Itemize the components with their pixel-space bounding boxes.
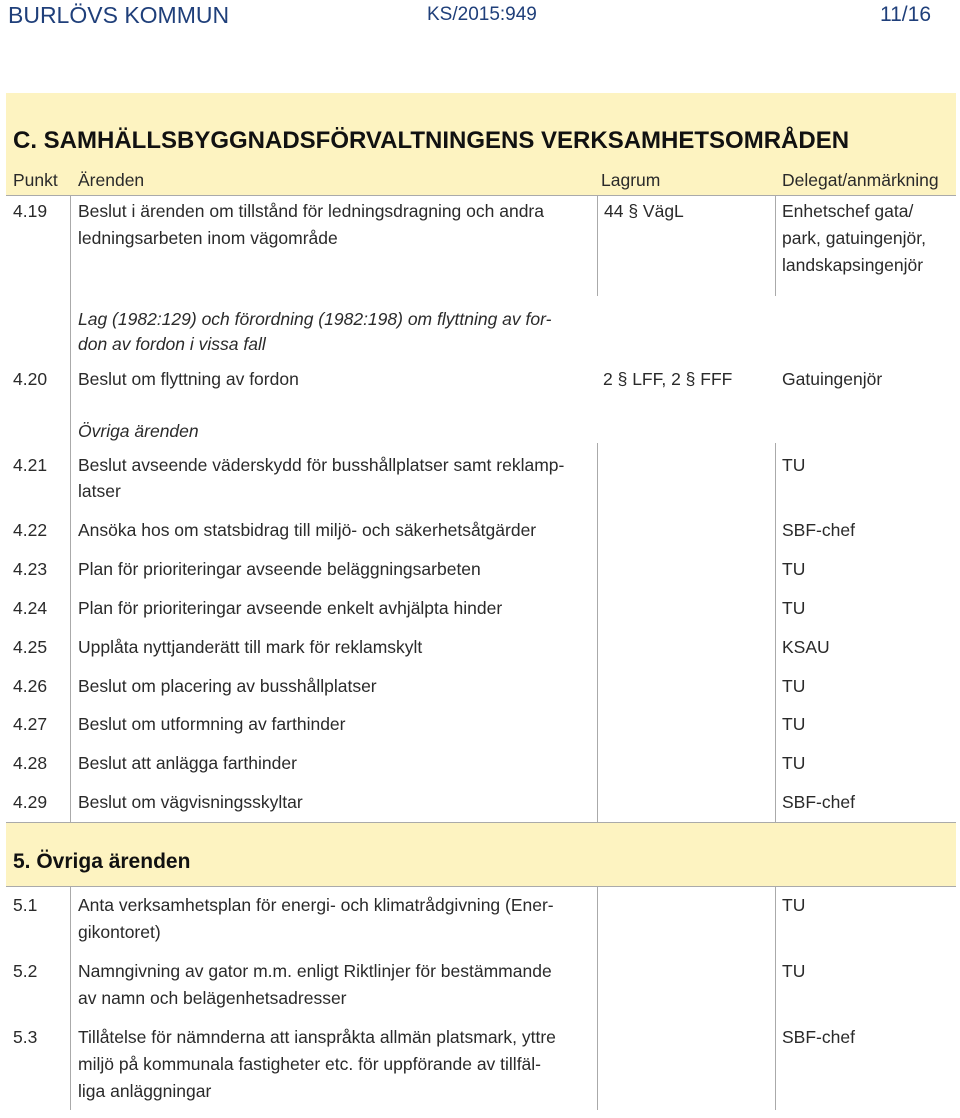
row-number: 4.27	[13, 714, 48, 734]
page-number: 11/16	[880, 3, 931, 26]
col-punkt: Punkt	[13, 170, 58, 190]
table-divider	[70, 195, 71, 822]
row-text: Beslut avseende väderskydd för busshållplatser samt reklamp-	[78, 455, 565, 475]
row-number: 4.26	[13, 676, 48, 696]
row-text: Beslut om flyttning av fordon	[78, 369, 299, 389]
row-number: 4.23	[13, 559, 48, 579]
row-lagrum: 44 § VägL	[604, 201, 684, 221]
table-divider	[6, 886, 956, 887]
row-delegat: KSAU	[782, 637, 830, 657]
row-number: 4.19	[13, 201, 48, 221]
row-delegat: park, gatuingenjör,	[782, 228, 926, 248]
table-divider	[775, 886, 776, 1110]
row-text: miljö på kommunala fastigheter etc. för uppförande av tillfäl-	[78, 1054, 542, 1074]
section-title: C. SAMHÄLLSBYGGNADSFÖRVALTNINGENS VERKSAMHETSOMRÅDEN	[13, 127, 850, 154]
row-number: 4.20	[13, 369, 48, 389]
row-text: Anta verksamhetsplan för energi- och klimatrådgivning (Ener-	[78, 895, 554, 915]
row-delegat: TU	[782, 961, 806, 981]
row-delegat: SBF-chef	[782, 520, 855, 540]
table-divider	[6, 195, 956, 196]
row-text: Plan för prioriteringar avseende enkelt avhjälpta hinder	[78, 598, 503, 618]
row-subheading: Övriga ärenden	[78, 421, 199, 441]
row-text: Ansöka hos om statsbidrag till miljö- och säkerhetsåtgärder	[78, 520, 537, 540]
row-delegat: TU	[782, 559, 806, 579]
row-text: Beslut om vägvisningsskyltar	[78, 792, 303, 812]
row-text: Tillåtelse för nämnderna att ianspråkta allmän platsmark, yttre	[78, 1027, 556, 1047]
row-delegat: Enhetschef gata/	[782, 201, 914, 221]
table-divider	[597, 195, 598, 296]
row-delegat: TU	[782, 455, 806, 475]
row-delegat: TU	[782, 895, 806, 915]
row-number: 4.25	[13, 637, 48, 657]
row-delegat: Gatuingenjör	[782, 369, 883, 389]
row-number: 4.22	[13, 520, 48, 540]
row-text: gikontoret)	[78, 922, 161, 942]
row-text: Beslut om utformning av farthinder	[78, 714, 346, 734]
row-number: 4.24	[13, 598, 48, 618]
row-subheading: don av fordon i vissa fall	[78, 334, 266, 354]
row-text: Beslut om placering av busshållplatser	[78, 676, 377, 696]
row-number: 5.2	[13, 961, 38, 981]
col-lagrum: Lagrum	[601, 170, 661, 190]
row-text: latser	[78, 481, 121, 501]
row-delegat: TU	[782, 753, 806, 773]
row-number: 4.28	[13, 753, 48, 773]
row-number: 5.3	[13, 1027, 38, 1047]
row-number: 4.21	[13, 455, 48, 475]
table-divider	[597, 886, 598, 1110]
row-text: Beslut att anlägga farthinder	[78, 753, 297, 773]
section-title: 5. Övriga ärenden	[13, 850, 191, 873]
row-text: Plan för prioriteringar avseende beläggningsarbeten	[78, 559, 481, 579]
row-text: liga anläggningar	[78, 1081, 212, 1101]
row-subheading: Lag (1982:129) och förordning (1982:198) om flyttning av for-	[78, 309, 552, 329]
row-text: av namn och belägenhetsadresser	[78, 988, 347, 1008]
row-delegat: TU	[782, 676, 806, 696]
table-divider	[775, 443, 776, 822]
page-header	[0, 0, 960, 30]
row-number: 4.29	[13, 792, 48, 812]
case-number: KS/2015:949	[427, 4, 537, 25]
org-name: BURLÖVS KOMMUN	[8, 2, 230, 28]
row-number: 5.1	[13, 895, 38, 915]
row-text: ledningsarbeten inom vägområde	[78, 228, 338, 248]
row-delegat: SBF-chef	[782, 792, 855, 812]
table-divider	[597, 443, 598, 822]
row-delegat: SBF-chef	[782, 1027, 855, 1047]
row-lagrum: 2 § LFF, 2 § FFF	[603, 369, 733, 389]
table-divider	[70, 886, 71, 1110]
col-delegat: Delegat/anmärkning	[782, 170, 939, 190]
row-text: Upplåta nyttjanderätt till mark för reklamskylt	[78, 637, 423, 657]
table-divider	[775, 195, 776, 296]
row-delegat: TU	[782, 714, 806, 734]
row-delegat: TU	[782, 598, 806, 618]
row-text: Beslut i ärenden om tillstånd för ledningsdragning och andra	[78, 201, 544, 221]
col-arenden: Ärenden	[78, 170, 145, 190]
row-text: Namngivning av gator m.m. enligt Riktlinjer för bestämmande	[78, 961, 552, 981]
row-delegat: landskapsingenjör	[782, 255, 924, 275]
